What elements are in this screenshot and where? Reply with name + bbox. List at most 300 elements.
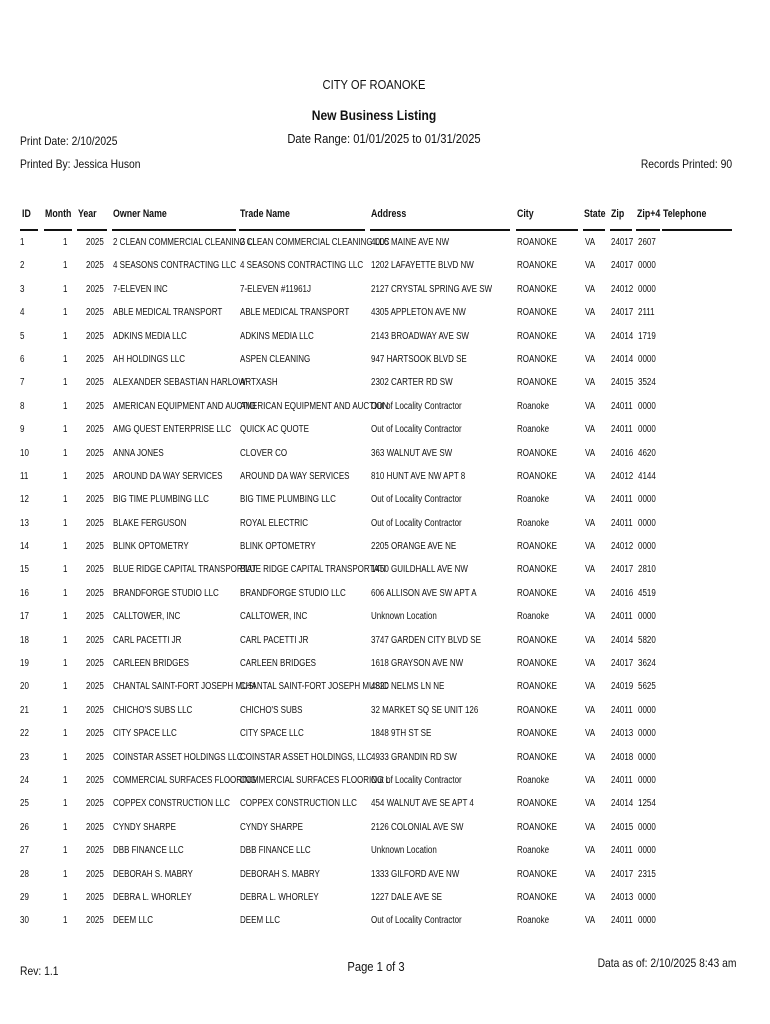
cell-zip4: 0000 xyxy=(638,821,656,833)
cell-trade: DEBRA L. WHORLEY xyxy=(240,891,319,903)
cell-address: 4305 APPLETON AVE NW xyxy=(371,307,466,319)
table-row xyxy=(0,819,770,842)
cell-year: 2025 xyxy=(86,353,104,365)
cell-zip4: 0000 xyxy=(638,728,656,740)
cell-trade: 4 SEASONS CONTRACTING LLC xyxy=(240,260,364,272)
cell-zip: 24019 xyxy=(611,681,634,693)
cell-city: ROANOKE xyxy=(517,307,558,319)
cell-month: 1 xyxy=(63,377,68,389)
printed-by: Printed By: Jessica Huson xyxy=(20,157,141,171)
cell-month: 1 xyxy=(63,353,68,365)
cell-month: 1 xyxy=(63,658,68,670)
cell-year: 2025 xyxy=(86,541,104,553)
cell-zip4: 5820 xyxy=(638,634,656,646)
cell-owner: BLINK OPTOMETRY xyxy=(113,541,189,553)
page-number: Page 1 of 3 xyxy=(347,959,405,974)
cell-state: VA xyxy=(585,587,596,599)
table-row xyxy=(0,866,770,889)
cell-address: Out of Locality Contractor xyxy=(371,400,462,412)
cell-month: 1 xyxy=(63,447,68,459)
cell-owner: ADKINS MEDIA LLC xyxy=(113,330,187,342)
cell-zip4: 0000 xyxy=(638,774,656,786)
cell-state: VA xyxy=(585,330,596,342)
cell-state: VA xyxy=(585,353,596,365)
table-row xyxy=(0,281,770,304)
cell-zip: 24017 xyxy=(611,658,634,670)
cell-year: 2025 xyxy=(86,470,104,482)
cell-state: VA xyxy=(585,377,596,389)
cell-zip: 24011 xyxy=(611,704,633,716)
cell-trade: QUICK AC QUOTE xyxy=(240,424,309,436)
column-header-address: Address xyxy=(371,208,407,220)
cell-owner: 7-ELEVEN INC xyxy=(113,283,168,295)
cell-trade: CARL PACETTI JR xyxy=(240,634,309,646)
cell-city: ROANOKE xyxy=(517,377,558,389)
cell-month: 1 xyxy=(63,681,68,693)
table-row xyxy=(0,608,770,631)
cell-id: 23 xyxy=(20,751,29,763)
cell-address: 947 HARTSOOK BLVD SE xyxy=(371,353,467,365)
cell-owner: DEBORAH S. MABRY xyxy=(113,868,193,880)
table-row xyxy=(0,398,770,421)
cell-trade: ARTXASH xyxy=(240,377,278,389)
cell-owner: AH HOLDINGS LLC xyxy=(113,353,186,365)
cell-address: 32 MARKET SQ SE UNIT 126 xyxy=(371,704,479,716)
cell-id: 25 xyxy=(20,798,29,810)
cell-city: ROANOKE xyxy=(517,634,558,646)
cell-month: 1 xyxy=(63,237,68,248)
table-row xyxy=(0,772,770,795)
table-row xyxy=(0,515,770,538)
cell-trade: ROYAL ELECTRIC xyxy=(240,517,309,529)
cell-year: 2025 xyxy=(86,564,104,576)
cell-owner: AMERICAN EQUIPMENT AND AUCTIO xyxy=(113,400,256,412)
table-row xyxy=(0,234,770,257)
cell-owner: DBB FINANCE LLC xyxy=(113,845,184,857)
cell-zip4: 5625 xyxy=(638,681,656,693)
date-range: Date Range: 01/01/2025 to 01/31/2025 xyxy=(287,131,481,146)
cell-id: 24 xyxy=(20,774,29,786)
cell-owner: CALLTOWER, INC xyxy=(113,611,181,623)
cell-city: Roanoke xyxy=(517,494,550,506)
cell-zip4: 0000 xyxy=(638,517,656,529)
cell-city: ROANOKE xyxy=(517,587,558,599)
cell-zip: 24011 xyxy=(611,424,633,436)
cell-id: 15 xyxy=(20,564,29,576)
cell-address: 3747 GARDEN CITY BLVD SE xyxy=(371,634,481,646)
cell-city: Roanoke xyxy=(517,915,550,927)
cell-trade: COPPEX CONSTRUCTION LLC xyxy=(240,798,357,810)
cell-month: 1 xyxy=(63,821,68,833)
cell-state: VA xyxy=(585,517,596,529)
cell-city: ROANOKE xyxy=(517,681,558,693)
cell-zip: 24016 xyxy=(611,587,634,599)
cell-month: 1 xyxy=(63,283,68,295)
table-header xyxy=(0,208,770,232)
cell-year: 2025 xyxy=(86,283,104,295)
cell-year: 2025 xyxy=(86,845,104,857)
cell-trade: DEBORAH S. MABRY xyxy=(240,868,320,880)
cell-zip: 24014 xyxy=(611,353,634,365)
cell-owner: CARLEEN BRIDGES xyxy=(113,658,190,670)
cell-owner: BRANDFORGE STUDIO LLC xyxy=(113,587,219,599)
cell-zip: 24011 xyxy=(611,611,633,623)
cell-year: 2025 xyxy=(86,447,104,459)
cell-trade: CITY SPACE LLC xyxy=(240,728,304,740)
cell-zip: 24015 xyxy=(611,821,634,833)
cell-zip: 24012 xyxy=(611,541,634,553)
table-row xyxy=(0,655,770,678)
cell-id: 18 xyxy=(20,634,29,646)
table-row xyxy=(0,445,770,468)
table-row xyxy=(0,351,770,374)
cell-month: 1 xyxy=(63,424,68,436)
cell-year: 2025 xyxy=(86,634,104,646)
revision-label: Rev: 1.1 xyxy=(20,964,59,978)
table-row xyxy=(0,632,770,655)
cell-address: Out of Locality Contractor xyxy=(371,517,462,529)
cell-trade: CLOVER CO xyxy=(240,447,288,459)
cell-address: 4005 MAINE AVE NW xyxy=(371,237,450,248)
cell-city: Roanoke xyxy=(517,424,550,436)
cell-year: 2025 xyxy=(86,237,104,248)
cell-city: ROANOKE xyxy=(517,541,558,553)
cell-id: 2 xyxy=(20,260,25,272)
table-row xyxy=(0,912,770,935)
cell-city: ROANOKE xyxy=(517,891,558,903)
cell-trade: ASPEN CLEANING xyxy=(240,353,311,365)
cell-zip4: 0000 xyxy=(638,704,656,716)
cell-year: 2025 xyxy=(86,728,104,740)
cell-zip4: 2111 xyxy=(638,307,655,319)
cell-trade: BIG TIME PLUMBING LLC xyxy=(240,494,336,506)
cell-id: 13 xyxy=(20,517,29,529)
column-header-month: Month xyxy=(45,208,72,220)
records-printed: Records Printed: 90 xyxy=(640,157,732,171)
cell-month: 1 xyxy=(63,260,68,272)
cell-city: ROANOKE xyxy=(517,470,558,482)
cell-month: 1 xyxy=(63,798,68,810)
cell-id: 12 xyxy=(20,494,29,506)
cell-zip: 24014 xyxy=(611,634,634,646)
cell-id: 30 xyxy=(20,915,29,927)
cell-month: 1 xyxy=(63,307,68,319)
cell-month: 1 xyxy=(63,611,68,623)
cell-zip4: 0000 xyxy=(638,353,656,365)
cell-address: 1450 GUILDHALL AVE NW xyxy=(371,564,468,576)
cell-zip4: 4144 xyxy=(638,470,656,482)
cell-month: 1 xyxy=(63,891,68,903)
cell-id: 1 xyxy=(20,237,25,248)
cell-city: ROANOKE xyxy=(517,283,558,295)
cell-zip: 24011 xyxy=(611,915,633,927)
cell-month: 1 xyxy=(63,400,68,412)
cell-city: ROANOKE xyxy=(517,821,558,833)
cell-city: ROANOKE xyxy=(517,330,558,342)
cell-id: 28 xyxy=(20,868,29,880)
cell-zip: 24011 xyxy=(611,494,633,506)
cell-state: VA xyxy=(585,751,596,763)
cell-zip4: 0000 xyxy=(638,400,656,412)
cell-trade: 7-ELEVEN #11961J xyxy=(240,283,312,295)
cell-year: 2025 xyxy=(86,400,104,412)
cell-trade: CALLTOWER, INC xyxy=(240,611,308,623)
cell-zip: 24011 xyxy=(611,400,633,412)
cell-id: 21 xyxy=(20,704,29,716)
cell-state: VA xyxy=(585,307,596,319)
cell-owner: BIG TIME PLUMBING LLC xyxy=(113,494,209,506)
cell-address: 2302 CARTER RD SW xyxy=(371,377,453,389)
cell-address: 1202 LAFAYETTE BLVD NW xyxy=(371,260,474,272)
cell-state: VA xyxy=(585,704,596,716)
cell-zip4: 0000 xyxy=(638,611,656,623)
cell-month: 1 xyxy=(63,541,68,553)
table-row xyxy=(0,374,770,397)
cell-month: 1 xyxy=(63,330,68,342)
cell-id: 6 xyxy=(20,353,25,365)
cell-month: 1 xyxy=(63,470,68,482)
cell-trade: DBB FINANCE LLC xyxy=(240,845,311,857)
table-row xyxy=(0,585,770,608)
cell-zip4: 0000 xyxy=(638,494,656,506)
cell-address: 454 WALNUT AVE SE APT 4 xyxy=(371,798,474,810)
cell-state: VA xyxy=(585,821,596,833)
cell-month: 1 xyxy=(63,704,68,716)
cell-city: ROANOKE xyxy=(517,868,558,880)
cell-zip: 24011 xyxy=(611,774,633,786)
cell-state: VA xyxy=(585,611,596,623)
cell-state: VA xyxy=(585,868,596,880)
cell-trade: AROUND DA WAY SERVICES xyxy=(240,470,350,482)
cell-owner: ALEXANDER SEBASTIAN HARLOW xyxy=(113,377,246,389)
cell-state: VA xyxy=(585,681,596,693)
cell-id: 16 xyxy=(20,587,29,599)
cell-address: Unknown Location xyxy=(371,845,437,857)
cell-address: Out of Locality Contractor xyxy=(371,494,462,506)
cell-month: 1 xyxy=(63,728,68,740)
cell-zip4: 2315 xyxy=(638,868,656,880)
cell-trade: BLINK OPTOMETRY xyxy=(240,541,316,553)
cell-trade: COINSTAR ASSET HOLDINGS, LLC xyxy=(240,751,372,763)
cell-city: ROANOKE xyxy=(517,658,558,670)
cell-year: 2025 xyxy=(86,681,104,693)
table-row xyxy=(0,304,770,327)
column-header-id: ID xyxy=(22,208,31,220)
cell-address: 4820 NELMS LN NE xyxy=(371,681,445,693)
cell-trade: DEEM LLC xyxy=(240,915,281,927)
cell-address: Out of Locality Contractor xyxy=(371,915,462,927)
cell-zip: 24014 xyxy=(611,798,634,810)
cell-state: VA xyxy=(585,494,596,506)
cell-id: 4 xyxy=(20,307,25,319)
cell-trade: ADKINS MEDIA LLC xyxy=(240,330,314,342)
cell-zip: 24017 xyxy=(611,868,634,880)
cell-owner: CYNDY SHARPE xyxy=(113,821,176,833)
cell-id: 22 xyxy=(20,728,29,740)
cell-owner: BLUE RIDGE CAPITAL TRANSPORTAT xyxy=(113,564,257,576)
cell-city: Roanoke xyxy=(517,774,550,786)
cell-id: 29 xyxy=(20,891,29,903)
cell-zip4: 0000 xyxy=(638,915,656,927)
cell-year: 2025 xyxy=(86,751,104,763)
table-row xyxy=(0,725,770,748)
print-date: Print Date: 2/10/2025 xyxy=(20,134,118,148)
table-row xyxy=(0,678,770,701)
cell-year: 2025 xyxy=(86,424,104,436)
cell-state: VA xyxy=(585,728,596,740)
table-row xyxy=(0,702,770,725)
cell-year: 2025 xyxy=(86,494,104,506)
cell-zip: 24011 xyxy=(611,845,633,857)
cell-zip: 24017 xyxy=(611,237,634,248)
cell-state: VA xyxy=(585,447,596,459)
cell-year: 2025 xyxy=(86,774,104,786)
cell-city: Roanoke xyxy=(517,517,550,529)
cell-month: 1 xyxy=(63,868,68,880)
cell-state: VA xyxy=(585,283,596,295)
cell-year: 2025 xyxy=(86,868,104,880)
cell-city: ROANOKE xyxy=(517,564,558,576)
cell-city: Roanoke xyxy=(517,611,550,623)
cell-owner: 4 SEASONS CONTRACTING LLC xyxy=(113,260,237,272)
cell-zip4: 3524 xyxy=(638,377,656,389)
cell-owner: CITY SPACE LLC xyxy=(113,728,177,740)
table-row xyxy=(0,538,770,561)
cell-city: ROANOKE xyxy=(517,353,558,365)
cell-state: VA xyxy=(585,634,596,646)
cell-id: 11 xyxy=(20,470,29,482)
cell-year: 2025 xyxy=(86,330,104,342)
cell-city: ROANOKE xyxy=(517,237,558,248)
cell-address: Out of Locality Contractor xyxy=(371,774,462,786)
column-header-telephone: Telephone xyxy=(663,208,707,220)
table-row xyxy=(0,468,770,491)
cell-zip4: 4620 xyxy=(638,447,656,459)
cell-zip4: 2810 xyxy=(638,564,656,576)
column-header-zip: Zip xyxy=(611,208,625,220)
cell-owner: AROUND DA WAY SERVICES xyxy=(113,470,223,482)
cell-year: 2025 xyxy=(86,260,104,272)
cell-month: 1 xyxy=(63,634,68,646)
cell-trade: ABLE MEDICAL TRANSPORT xyxy=(240,307,350,319)
cell-zip: 24015 xyxy=(611,377,634,389)
cell-city: ROANOKE xyxy=(517,260,558,272)
cell-month: 1 xyxy=(63,564,68,576)
cell-state: VA xyxy=(585,915,596,927)
cell-year: 2025 xyxy=(86,377,104,389)
cell-state: VA xyxy=(585,845,596,857)
cell-owner: CARL PACETTI JR xyxy=(113,634,182,646)
cell-year: 2025 xyxy=(86,821,104,833)
cell-city: ROANOKE xyxy=(517,704,558,716)
cell-address: 1333 GILFORD AVE NW xyxy=(371,868,460,880)
cell-zip4: 3624 xyxy=(638,658,656,670)
cell-state: VA xyxy=(585,564,596,576)
cell-year: 2025 xyxy=(86,798,104,810)
table-row xyxy=(0,561,770,584)
column-header-state: State xyxy=(584,208,606,220)
cell-year: 2025 xyxy=(86,915,104,927)
cell-zip: 24017 xyxy=(611,307,634,319)
cell-address: Unknown Location xyxy=(371,611,437,623)
cell-id: 17 xyxy=(20,611,29,623)
cell-address: 1227 DALE AVE SE xyxy=(371,891,443,903)
cell-trade: BLUE RIDGE CAPITAL TRANSPORTATI xyxy=(240,564,386,576)
cell-id: 20 xyxy=(20,681,29,693)
cell-year: 2025 xyxy=(86,587,104,599)
cell-trade: AMERICAN EQUIPMENT AND AUCTION xyxy=(240,400,389,412)
cell-state: VA xyxy=(585,470,596,482)
cell-city: ROANOKE xyxy=(517,447,558,459)
cell-trade: COMMERCIAL SURFACES FLOORING L xyxy=(240,774,390,786)
cell-zip: 24011 xyxy=(611,517,633,529)
table-row xyxy=(0,889,770,912)
cell-zip4: 2607 xyxy=(638,237,656,248)
table-row xyxy=(0,842,770,865)
cell-address: 363 WALNUT AVE SW xyxy=(371,447,453,459)
column-header-zip4: Zip+4 xyxy=(637,208,661,220)
cell-address: 2205 ORANGE AVE NE xyxy=(371,541,457,553)
cell-owner: DEEM LLC xyxy=(113,915,154,927)
cell-city: ROANOKE xyxy=(517,728,558,740)
cell-zip: 24018 xyxy=(611,751,634,763)
cell-owner: CHANTAL SAINT-FORT JOSEPH MUSI xyxy=(113,681,256,693)
cell-id: 19 xyxy=(20,658,29,670)
cell-city: ROANOKE xyxy=(517,798,558,810)
cell-year: 2025 xyxy=(86,517,104,529)
cell-month: 1 xyxy=(63,774,68,786)
cell-id: 26 xyxy=(20,821,29,833)
table-row xyxy=(0,421,770,444)
data-as-of: Data as of: 2/10/2025 8:43 am xyxy=(597,956,736,970)
cell-id: 8 xyxy=(20,400,25,412)
cell-zip: 24014 xyxy=(611,330,634,342)
cell-zip: 24013 xyxy=(611,728,634,740)
cell-id: 5 xyxy=(20,330,25,342)
listing-table xyxy=(0,234,770,936)
cell-year: 2025 xyxy=(86,611,104,623)
cell-zip: 24017 xyxy=(611,260,634,272)
cell-owner: 2 CLEAN COMMERCIAL CLEANING LL xyxy=(113,237,257,248)
cell-address: 2143 BROADWAY AVE SW xyxy=(371,330,469,342)
cell-address: 1848 9TH ST SE xyxy=(371,728,432,740)
cell-year: 2025 xyxy=(86,891,104,903)
table-row xyxy=(0,749,770,772)
table-row xyxy=(0,257,770,280)
cell-state: VA xyxy=(585,541,596,553)
cell-month: 1 xyxy=(63,517,68,529)
cell-owner: BLAKE FERGUSON xyxy=(113,517,187,529)
cell-zip4: 0000 xyxy=(638,845,656,857)
table-row xyxy=(0,795,770,818)
cell-month: 1 xyxy=(63,845,68,857)
cell-owner: DEBRA L. WHORLEY xyxy=(113,891,192,903)
cell-id: 7 xyxy=(20,377,25,389)
cell-trade: CHANTAL SAINT-FORT JOSEPH MUSIC xyxy=(240,681,389,693)
cell-month: 1 xyxy=(63,915,68,927)
cell-zip4: 0000 xyxy=(638,260,656,272)
cell-trade: CARLEEN BRIDGES xyxy=(240,658,317,670)
column-header-trade: Trade Name xyxy=(240,208,290,220)
cell-owner: COINSTAR ASSET HOLDINGS LLC xyxy=(113,751,243,763)
cell-year: 2025 xyxy=(86,307,104,319)
cell-state: VA xyxy=(585,424,596,436)
cell-zip4: 1719 xyxy=(638,330,656,342)
cell-address: 2127 CRYSTAL SPRING AVE SW xyxy=(371,283,493,295)
cell-id: 10 xyxy=(20,447,29,459)
cell-month: 1 xyxy=(63,494,68,506)
cell-owner: CHICHO'S SUBS LLC xyxy=(113,704,193,716)
